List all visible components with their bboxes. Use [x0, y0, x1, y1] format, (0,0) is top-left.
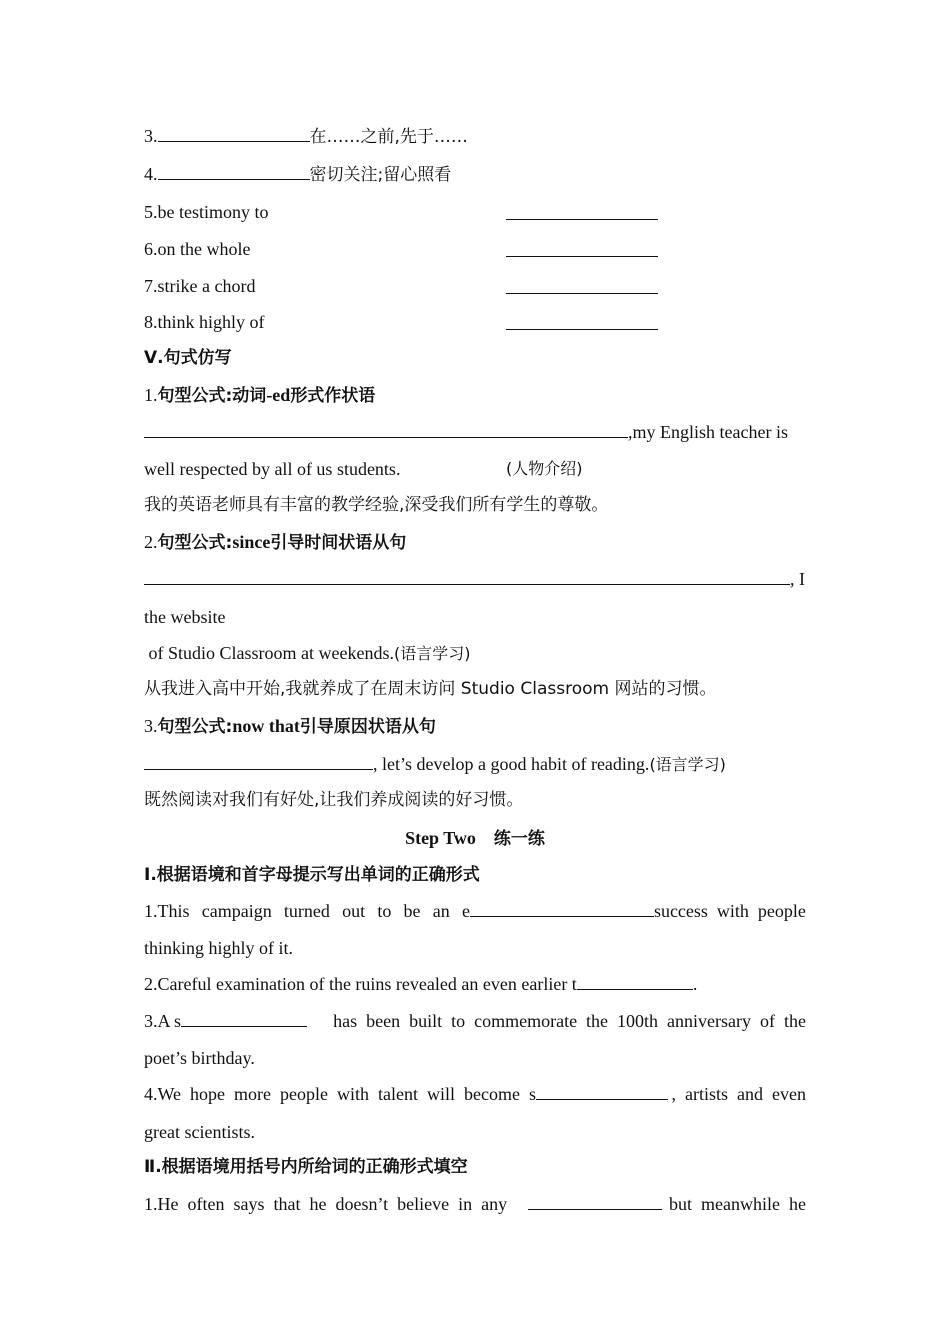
sentence-text: ,my English teacher is: [628, 422, 788, 442]
phrase-item-5: [144, 201, 806, 223]
pattern-heading-2: [144, 531, 806, 553]
sentence-text: of Studio Classroom at weekends.: [144, 643, 394, 663]
sentence-text: , let’s develop a good habit of reading.: [373, 754, 650, 774]
answer-blank[interactable]: [144, 753, 373, 770]
word: out: [342, 901, 366, 921]
phrase-text: 8.think highly of: [144, 312, 265, 332]
heading-text: 句型公式:: [157, 717, 233, 737]
heading-keyword: now that: [232, 716, 300, 736]
answer-blank[interactable]: [506, 203, 658, 220]
answer-blank[interactable]: [470, 900, 654, 917]
phrase-text: 6.on the whole: [144, 239, 251, 259]
phrase-item-7: [144, 275, 806, 297]
answer-blank[interactable]: [144, 421, 628, 438]
heading-text: 引导时间状语从句: [270, 533, 407, 553]
answer-blank[interactable]: [181, 1010, 307, 1027]
question-2: [144, 973, 806, 995]
section-title: Ⅴ.句式仿写: [144, 348, 232, 368]
question-1-line-1: [144, 900, 806, 922]
pattern-2-line-1: [144, 568, 806, 590]
heading-text: 句型公式:: [157, 533, 233, 553]
part-title: Ⅱ.根据语境用括号内所给词的正确形式填空: [144, 1157, 468, 1177]
heading-text: 句型公式:动词: [157, 386, 267, 406]
sentence-text: well respected by all of us students.: [144, 459, 401, 479]
phrase-text: 5.be testimony to: [144, 202, 269, 222]
step-title-cn: 练一练: [493, 829, 545, 849]
sentence-text: , I: [790, 569, 805, 589]
word: turned: [283, 901, 330, 921]
answer-blank[interactable]: [506, 240, 658, 257]
answer-blank[interactable]: [536, 1083, 668, 1100]
heading-number: 2.: [144, 532, 158, 552]
phrase-item-3: [144, 125, 806, 147]
heading-number: 3.: [144, 716, 158, 736]
phrase-meaning: 密切关注;留心照看: [309, 165, 452, 185]
phrase-text: 7.strike a chord: [144, 276, 256, 296]
sentence-text: 1.He often says that he doesn’t believe in any: [144, 1194, 508, 1214]
phrase-meaning: 在……之前,先于……: [309, 127, 468, 147]
topic-tag: (人物介绍): [506, 459, 583, 478]
word: e: [461, 901, 470, 921]
step-two-heading: [144, 827, 806, 849]
topic-tag: (语言学习): [649, 755, 726, 774]
answer-blank[interactable]: [144, 568, 790, 585]
item-number: 4.: [144, 164, 158, 184]
answer-blank[interactable]: [506, 313, 658, 330]
step-title-en: Step Two: [405, 828, 476, 848]
sentence-text: has been built to commemorate the 100th anniversary of the: [333, 1011, 806, 1031]
word: be: [403, 901, 421, 921]
phrase-item-4: [144, 163, 806, 185]
answer-blank[interactable]: [158, 163, 310, 180]
sentence-text: 3.A s: [144, 1011, 182, 1031]
heading-number: 1.: [144, 385, 158, 405]
sentence-text: poet’s birthday.: [144, 1048, 255, 1068]
topic-tag: (语言学习): [393, 644, 471, 663]
heading-keyword: since: [232, 532, 271, 552]
answer-blank[interactable]: [506, 277, 658, 294]
sentence-text: great scientists.: [144, 1122, 255, 1142]
part-title: Ⅰ.根据语境和首字母提示写出单词的正确形式: [144, 865, 480, 885]
sentence-text: the website: [144, 607, 226, 627]
heading-keyword: -ed: [266, 385, 291, 405]
pattern-3-line-1: [144, 753, 806, 775]
item-number: 3.: [144, 126, 158, 146]
answer-blank[interactable]: [577, 973, 693, 990]
sentence-text: success with people: [653, 901, 806, 921]
heading-text: 引导原因状语从句: [299, 717, 436, 737]
word: to: [377, 901, 392, 921]
chinese-translation: 我的英语老师具有丰富的教学经验,深受我们所有学生的尊敬。: [144, 495, 609, 515]
question-4-line-1: [144, 1083, 806, 1105]
sentence-text: but meanwhile he: [669, 1194, 806, 1214]
pattern-heading-3: [144, 715, 806, 737]
chinese-translation: 既然阅读对我们有好处,让我们养成阅读的好习惯。: [144, 790, 524, 810]
sentence-text: .: [692, 974, 698, 994]
pattern-1-line-1: [144, 421, 806, 443]
word: 1.This: [144, 901, 190, 921]
phrase-item-8: [144, 311, 806, 333]
heading-text: 形式作状语: [290, 386, 376, 406]
word: an: [432, 901, 450, 921]
part2-question-1: [144, 1193, 806, 1215]
sentence-text: thinking highly of it.: [144, 938, 294, 958]
chinese-translation: 从我进入高中开始,我就养成了在周末访问 Studio Classroom 网站的习惯。: [144, 679, 717, 699]
pattern-1-line-2: [144, 458, 806, 480]
answer-blank[interactable]: [528, 1193, 662, 1210]
sentence-text: 2.Careful examination of the ruins revealed an even earlier t: [144, 974, 577, 994]
phrase-item-6: [144, 238, 806, 260]
pattern-2-line-3: [144, 642, 806, 664]
sentence-text: 4.We hope more people with talent will become s: [144, 1084, 536, 1104]
word: campaign: [201, 901, 272, 921]
sentence-text: , artists and even: [671, 1084, 806, 1104]
question-3-line-1: [144, 1010, 806, 1032]
answer-blank[interactable]: [158, 125, 310, 142]
pattern-heading-1: [144, 384, 806, 406]
